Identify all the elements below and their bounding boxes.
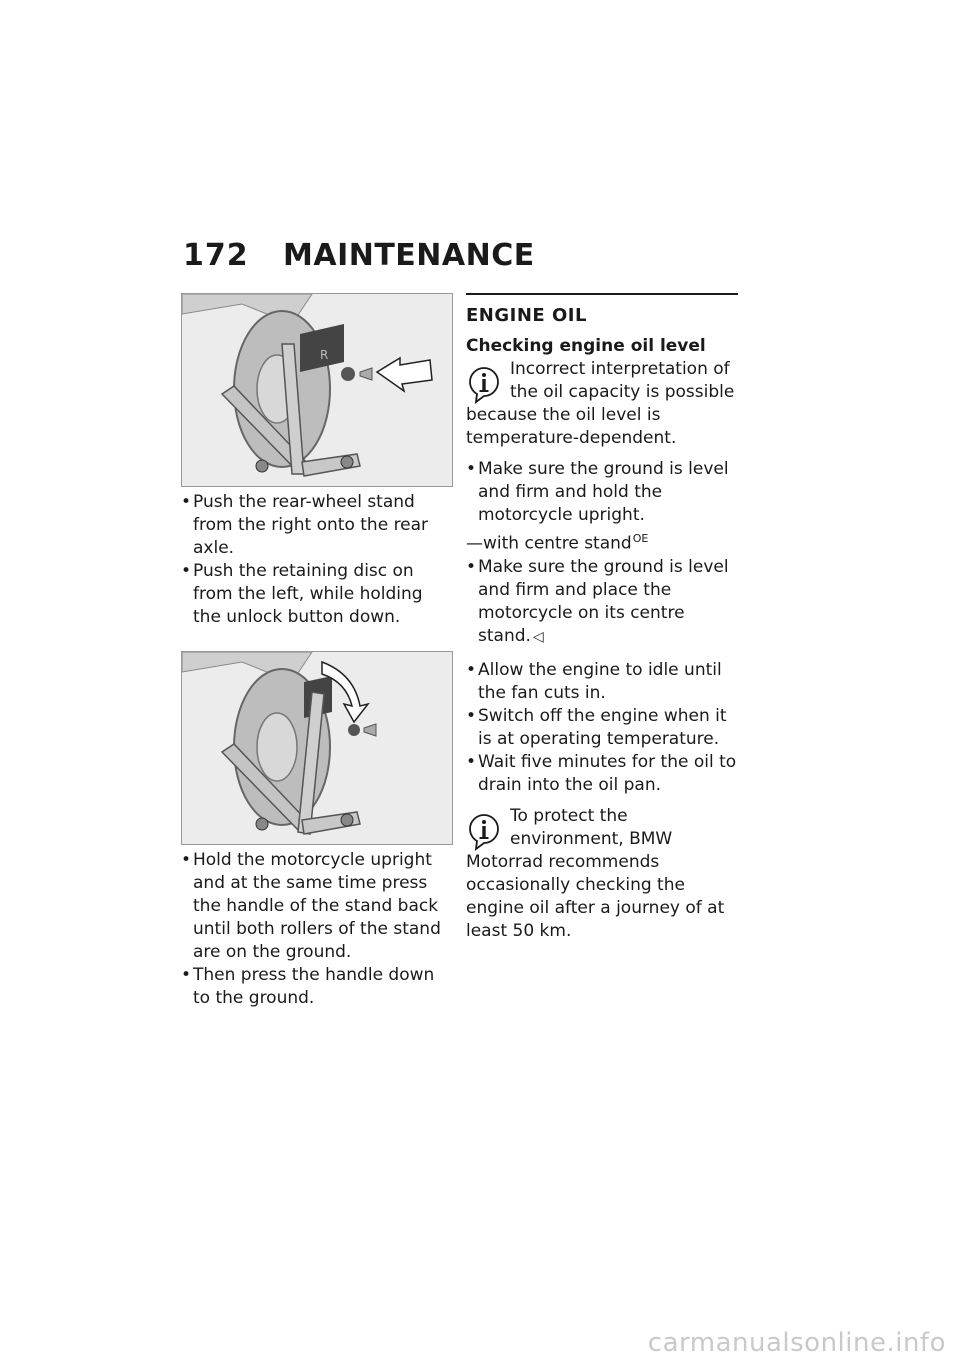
list-item-text: Switch off the engine when it is at operating temperature. bbox=[478, 705, 727, 749]
bullet-icon: • bbox=[181, 561, 192, 581]
list-item bbox=[181, 491, 453, 560]
list-item-text: Hold the motorcycle upright and at the same time press the handle of the stand back until both rollers of the stand are on the ground. bbox=[193, 850, 441, 962]
bullet-icon: • bbox=[181, 850, 192, 870]
bullet-list-c bbox=[466, 659, 738, 797]
list-item-text: Wait five minutes for the oil to drain into the oil pan. bbox=[478, 751, 737, 795]
info-icon bbox=[466, 811, 502, 851]
list-item bbox=[466, 659, 738, 705]
right-column bbox=[466, 293, 738, 943]
bullet-list-centre bbox=[466, 556, 738, 649]
page-number: 172 bbox=[183, 238, 249, 273]
info-note-temperature bbox=[466, 358, 738, 450]
list-item-text: Then press the handle down to the ground. bbox=[193, 965, 435, 1008]
bullet-icon: • bbox=[466, 705, 477, 726]
list-item bbox=[466, 556, 738, 649]
list-item bbox=[466, 751, 738, 797]
bullet-list-a bbox=[181, 491, 453, 629]
page-header bbox=[183, 238, 535, 273]
option-label bbox=[466, 527, 738, 556]
rear-wheel-stand-illustration bbox=[182, 294, 453, 487]
list-item-text: Allow the engine to idle until the fan cuts in. bbox=[478, 659, 722, 703]
chapter-title: MAINTENANCE bbox=[283, 238, 535, 273]
stand-press-illustration bbox=[182, 652, 453, 845]
bullet-icon: • bbox=[181, 492, 192, 512]
bullet-icon: • bbox=[466, 459, 477, 479]
subsection-title: Checking engine oil level bbox=[466, 336, 706, 356]
figure-stand-press bbox=[181, 651, 453, 845]
note-text: To protect the environment, BMW Motorrad recommends occasionally checking the engine oil after a journey of at least 50 km. bbox=[466, 805, 725, 941]
bullet-icon: • bbox=[181, 965, 192, 985]
left-column bbox=[181, 293, 453, 1010]
section-title: ENGINE OIL bbox=[466, 305, 587, 326]
bullet-icon: • bbox=[466, 556, 477, 577]
section-divider bbox=[466, 293, 738, 295]
list-item-text: Make sure the ground is level and firm and hold the motorcycle upright. bbox=[478, 459, 729, 525]
bullet-icon: • bbox=[466, 751, 477, 772]
list-item bbox=[466, 458, 738, 527]
list-item bbox=[181, 560, 453, 629]
bullet-icon: • bbox=[466, 659, 477, 680]
info-note-environment bbox=[466, 805, 738, 943]
list-item bbox=[181, 964, 453, 1010]
watermark: carmanualsonline.info bbox=[647, 1328, 946, 1358]
bullet-list-level bbox=[466, 458, 738, 527]
list-item-text: Make sure the ground is level and firm and place the motorcycle on its centre stand. bbox=[478, 556, 729, 646]
list-item bbox=[181, 849, 453, 964]
info-icon bbox=[466, 364, 502, 404]
plate-text: R bbox=[320, 348, 329, 362]
list-item bbox=[466, 705, 738, 751]
bullet-list-b bbox=[181, 849, 453, 1010]
option-label-text: —with centre stand bbox=[466, 533, 632, 554]
original-equipment-mark: OE bbox=[632, 532, 649, 545]
figure-stand-insert bbox=[181, 293, 453, 487]
list-item-text: Push the rear-wheel stand from the right onto the rear axle. bbox=[193, 492, 429, 558]
end-mark-icon: ◁ bbox=[532, 628, 544, 645]
list-item-text: Push the retaining disc on from the left, while holding the unlock button down. bbox=[193, 561, 423, 627]
note-text: Incorrect interpretation of the oil capacity is possible because the oil level is temperature-dependent. bbox=[466, 359, 735, 448]
